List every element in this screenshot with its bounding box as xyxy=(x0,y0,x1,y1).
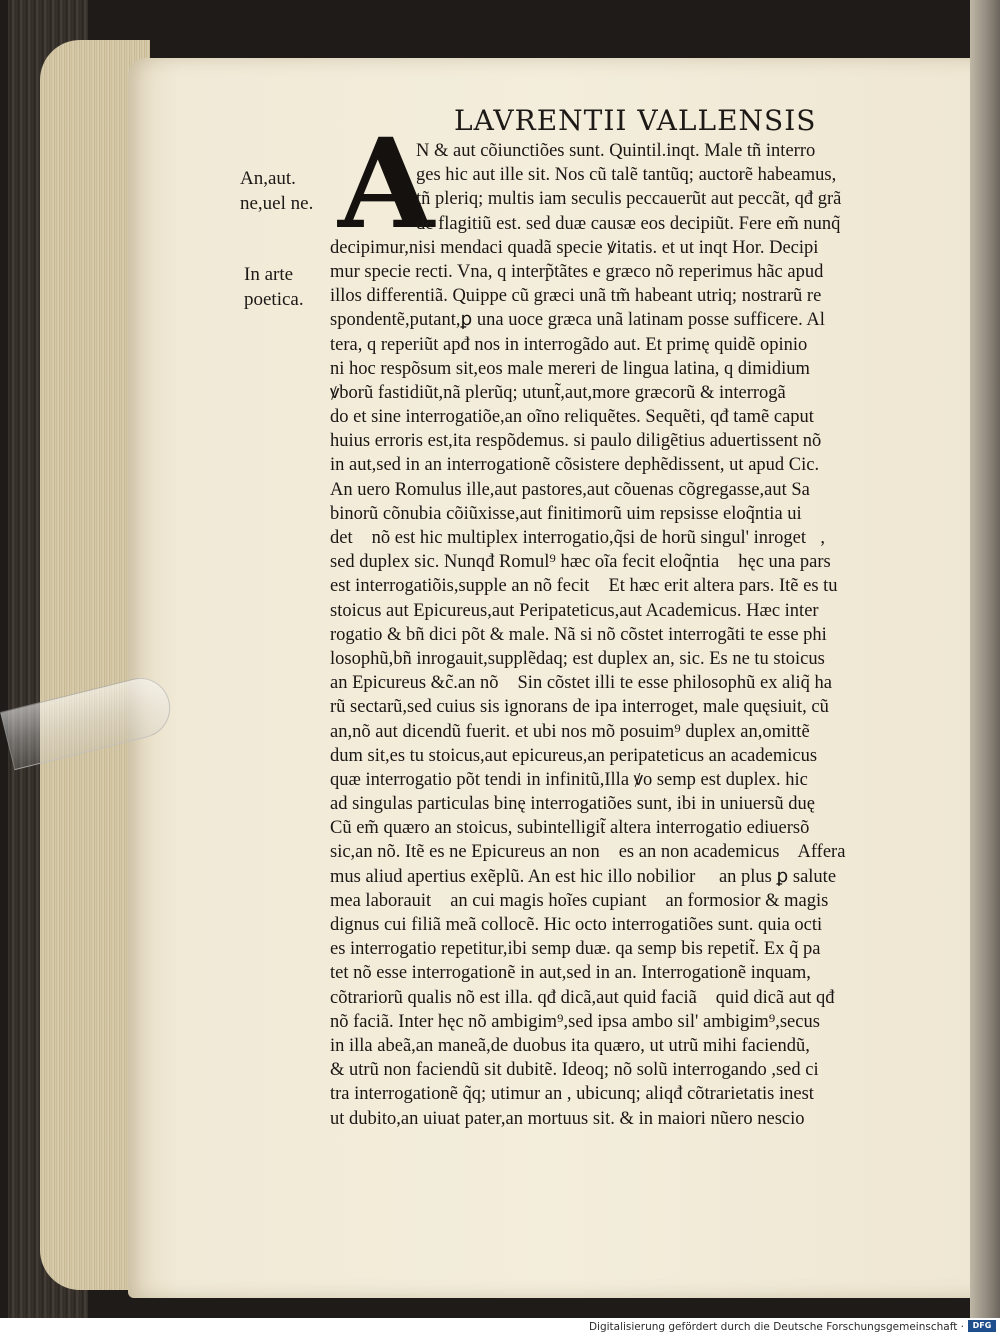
text-line: sic,an nõ. Itẽ es ne Epicureus an nonᷓ es an non academicusᷓ Affera xyxy=(330,842,846,863)
text-line: ad singulas particulas binę interrogatiões sunt, ibi in uniuersũ duę xyxy=(330,794,816,815)
body-text xyxy=(330,139,940,1131)
text-line: mur specie recti. Vna, q interp̃tãtes e græco nõ reperimus hãc apud xyxy=(330,261,824,282)
text-line: tñ pleriq; multis iam seculis peccauerũt aut peccãt, qđ grã xyxy=(416,189,842,210)
text-line: illos differentiã. Quippe cũ græci unã tm̃ habeant utriq; nostrarũ re xyxy=(330,286,822,307)
text-line: tra interrogationẽ q̃q; utimur an , ubicunq; aliqđ cõtrarietatis inest xyxy=(330,1084,814,1105)
text-line: ut dubito,an uiuat pater,an mortuus sit. & in maiori nũero nescio xyxy=(330,1108,805,1129)
text-line: binorũ cõnubia cõiũxisse,aut finitimorũ uim repsisse eloq̃ntia ui xyxy=(330,503,802,524)
text-line: dum sit,es tu stoicus,aut epicureus,an peripateticus an academicus xyxy=(330,745,818,766)
text-line: rogatio & bñ dici põt & male. Nã si nõ cõstet interrogãti te esse phi xyxy=(330,624,827,645)
text-line: detᷓ nõ est hic multiplex interrogatio,q̃si de horũ singul' inrogetᷓ, xyxy=(330,528,826,548)
margin-note: In arte poetica. xyxy=(244,264,304,310)
footer-credit: Digitalisierung gefördert durch die Deutsche Forschungsgemeinschaft · xyxy=(588,1321,964,1333)
text-line: an Epicureus &c̃.an nõᷓ Sin cõstet illi te esse philosophũ ex aliq̃ ha xyxy=(330,673,832,694)
text-line: losophũ,bñ inrogauit,supplẽdaq; est duplex an, sic. Es ne tu stoicus xyxy=(330,648,825,669)
text-line: es interrogatio repetitur,ibi semp duæ. qa semp bis repetit̃. Ex q̃ pa xyxy=(330,939,821,960)
text-line: decipimur,nisi mendaci quadã specie ꝟitatis. et ut inqt Hor. Decipi xyxy=(330,237,819,258)
text-line: est interrogatiõis,supple an nõ fecitᷓ Et hæc erit altera pars. Itẽ es tu xyxy=(330,576,838,597)
text-line: an,nõ aut dicendũ fuerit. et ubi nos mõ posuim⁹ duplex an,omittẽ xyxy=(330,721,810,742)
text-line: sed duplex sic. Nunqđ Romul⁹ hæc oĩa fecit eloq̃ntiaᷓ hęc una pars xyxy=(330,552,831,573)
text-line: An uero Romulus ille,aut pastores,aut cõuenas cõgregasse,aut Sa xyxy=(330,479,810,500)
text-line: ges hic aut ille sit. Nos cũ talẽ tantũq; auctorẽ habeamus, xyxy=(416,165,837,186)
text-line: dignus cui filiã meã collocẽ. Hic octo interrogatiões sunt. quia octi xyxy=(330,915,823,935)
page-gutter-shadow xyxy=(970,0,1000,1318)
text-line: de flagitiũ est. sed duæ causæ eos decipiũt. Fere em̃ nunq̃ xyxy=(416,213,841,234)
dfg-logo: DFG xyxy=(968,1320,996,1332)
text-line: quæ interrogatio põt tendi in infinitũ,Illa ꝟo semp est duplex. hic xyxy=(330,769,808,790)
text-line: in aut,sed in an interrogationẽ cõsistere dephẽdissent, ut apud Cic. xyxy=(330,455,820,476)
drop-cap: A xyxy=(338,112,435,257)
text-line: tera, q reperiũt apđ nos in interrogãdo aut. Et primę quidẽ opinio xyxy=(330,334,808,355)
text-line: ꝟborũ fastidiũt,nã plerũq; utunt̃,aut,more græcorũ & interrogã xyxy=(330,382,786,403)
text-line: rũ sectarũ,sed cuius sis ignorans de ipa interroget, male quęsiuit, cũ xyxy=(330,697,829,718)
text-line: stoicus aut Epicureus,aut Peripateticus,aut Academicus. Hæc inter xyxy=(330,600,819,621)
text-line: in illa abeã,an maneã,de duobus ita quæro, ut utrũ mihi faciendũ, xyxy=(330,1035,810,1056)
running-head: LAVRENTII VALLENSIS xyxy=(454,104,817,137)
text-line: spondentẽ,putant,ꝑ una uoce græca unã latinam posse sufficere. Al xyxy=(330,310,825,331)
text-line: & utrũ non faciendũ sit dubitẽ. Ideoq; nõ solũ interrogando ,sed ci xyxy=(330,1060,819,1081)
text-line: Cũ em̃ quæro an stoicus, subintelligit̃ altera interrogatio ediuersõ xyxy=(330,818,810,839)
margin-note: An,aut. ne,uel ne. xyxy=(240,168,314,214)
text-line: tet nõ esse interrogationẽ in aut,sed in an. Interrogationẽ inquam, xyxy=(330,963,811,984)
text-line: N & aut cõiunctiões sunt. Quintil.inqt. Male tñ interro xyxy=(416,141,816,161)
text-line: huius erroris est,ita respõdemus. si paulo diligẽtius aduertissent nõ xyxy=(330,431,822,452)
text-line: ni hoc respõsum sit,eos male mereri de lingua latina, q dimidium xyxy=(330,358,810,379)
text-line: do et sine interrogatiõe,an oĩno reliquẽtes. Sequẽti, qđ tamẽ caput xyxy=(330,407,814,428)
text-line: cõtrariorũ qualis nõ est illa. qđ dicã,aut quid faciãᷓ quid dicã aut qđ xyxy=(330,987,835,1008)
text-line: mus aliud apertius exẽplũ. An est hic illo nobilior ᷓ an plus ꝑ salute xyxy=(330,866,837,887)
text-line: mea laborauitᷓ an cui magis hoĩes cupiantᷓ an formosior & magis xyxy=(330,890,829,911)
text-line: nõ faciã. Inter hęc nõ ambigim⁹,sed ipsa ambo sil' ambigim⁹,secus xyxy=(330,1011,820,1032)
